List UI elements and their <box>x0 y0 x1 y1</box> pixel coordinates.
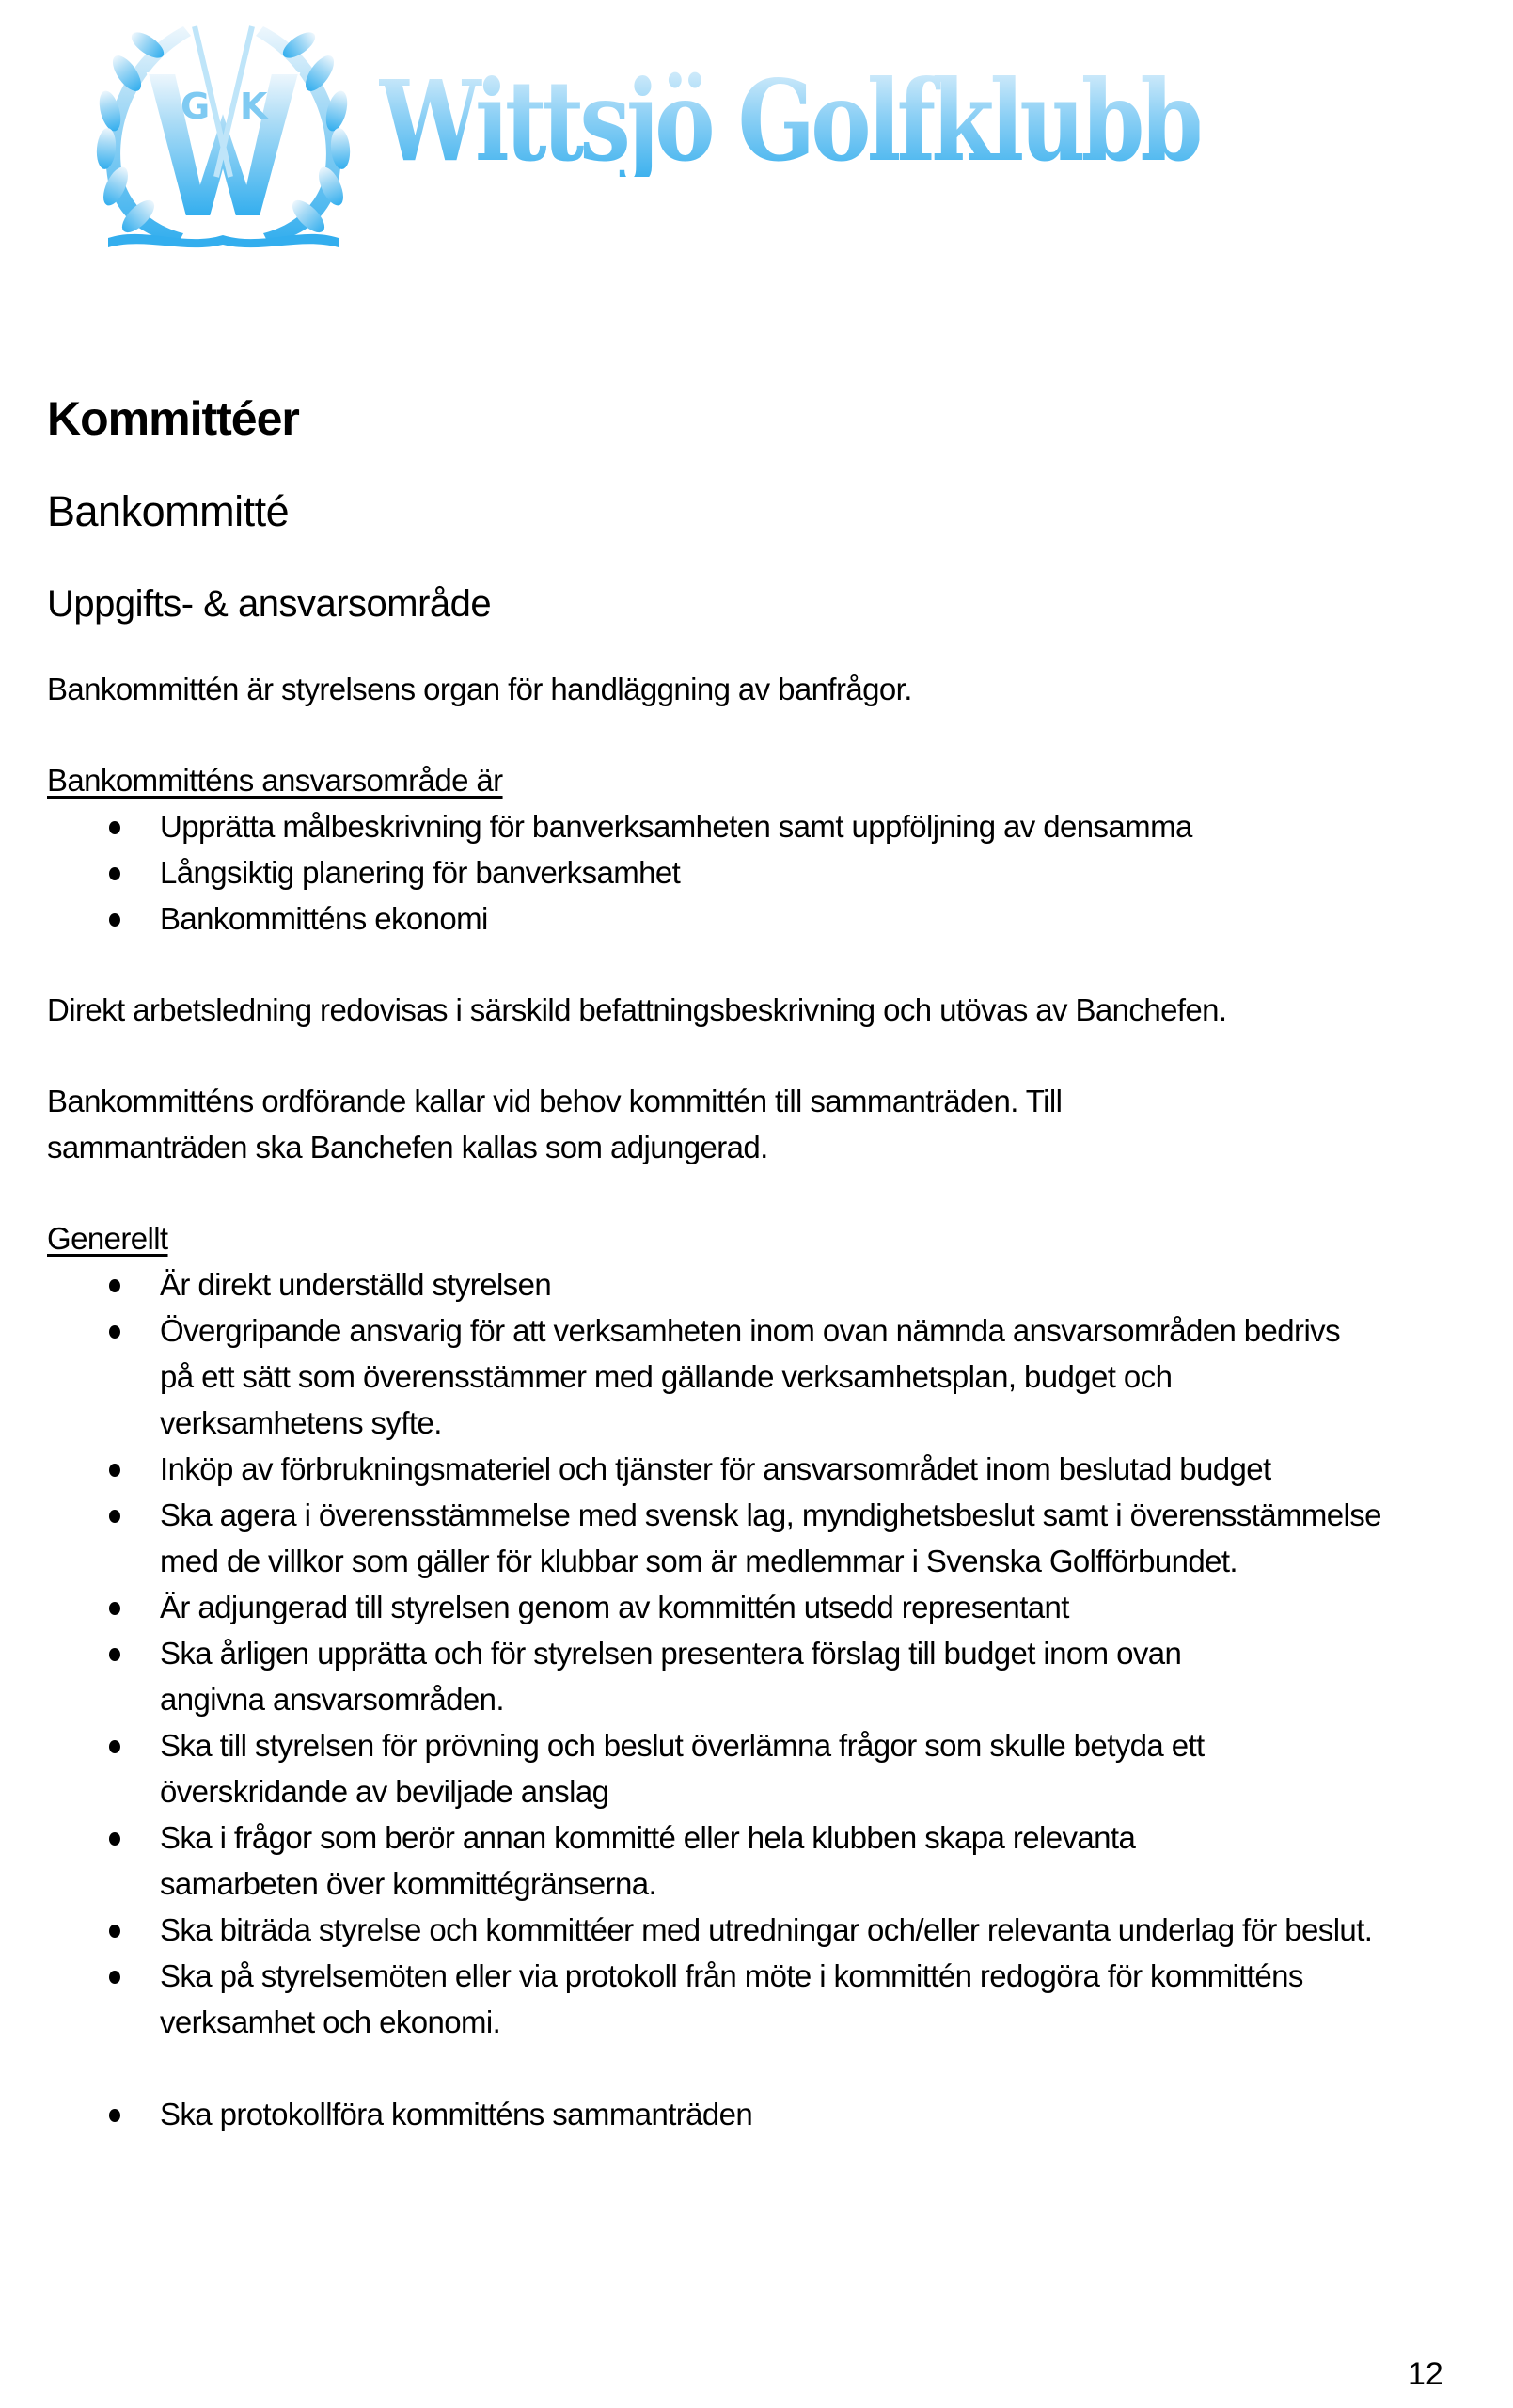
bullet-icon <box>109 1925 120 1938</box>
bullet-icon <box>109 1602 120 1615</box>
management-paragraph: Direkt arbetsledning redovisas i särskild befattningsbeskrivning och utövas av Banchefen. <box>47 992 1227 1027</box>
list-item: Ska årligen upprätta och för styrelsen presentera förslag till budget inom ovan angivna ansvarsområden. <box>47 1630 1401 1722</box>
bullet-icon <box>109 1279 120 1292</box>
bullet-icon <box>109 913 120 927</box>
list-item: Är direkt underställd styrelsen <box>47 1261 1401 1307</box>
list-item: Ska till styrelsen för prövning och beslut överlämna frågor som skulle betyda ett överskridande av beviljade anslag <box>47 1722 1401 1814</box>
meetings-paragraph-line-2: sammanträden ska Banchefen kallas som adjungerad. <box>47 1130 768 1164</box>
responsibilities-heading: Bankommitténs ansvarsområde är <box>47 763 503 798</box>
list-item: Långsiktig planering för banverksamhet <box>47 849 1458 895</box>
svg-text:G: G <box>181 86 211 127</box>
bullet-icon <box>109 1740 120 1753</box>
club-emblem-icon <box>89 8 357 254</box>
bullet-icon <box>109 1464 120 1477</box>
list-item: Bankommitténs ekonomi <box>47 895 1458 942</box>
document-body <box>47 386 1458 2137</box>
meetings-paragraph-line-1: Bankommitténs ordförande kallar vid behov kommittén till sammanträden. Till <box>47 1084 1063 1118</box>
general-heading: Generellt <box>47 1221 168 1256</box>
svg-text:K: K <box>240 86 268 127</box>
page-title: Kommittéer <box>47 392 299 445</box>
bullet-icon <box>109 1832 120 1846</box>
club-wordmark: Wittsjö Golfklubb <box>379 55 1200 186</box>
list-item: Ska agera i överensstämmelse med svensk lag, myndighetsbeslut samt i överensstämmelse med de villkor som gäller för klubbar som är medlemmar i Svenska Golfförbundet. <box>47 1492 1401 1584</box>
general-list <box>47 1261 1401 2137</box>
bullet-icon <box>109 867 120 880</box>
list-item: Upprätta målbeskrivning för banverksamheten samt uppföljning av densamma <box>47 803 1458 849</box>
list-item: Är adjungerad till styrelsen genom av kommittén utsedd representant <box>47 1584 1401 1630</box>
list-item: Ska protokollföra kommitténs sammanträden <box>47 2091 1401 2137</box>
responsibilities-list <box>47 803 1458 942</box>
bullet-icon <box>109 1971 120 1984</box>
club-logo <box>89 8 1200 254</box>
bullet-icon <box>109 2109 120 2122</box>
list-item: Övergripande ansvarig för att verksamheten inom ovan nämnda ansvarsområden bedrivs på ett sätt som överensstämmer med gällande verksamhetsplan, budget och verksamhetens syfte. <box>47 1307 1401 1446</box>
subsection-title: Uppgifts- & ansvarsområde <box>47 583 492 625</box>
bullet-icon <box>109 821 120 834</box>
list-item: Ska biträda styrelse och kommittéer med utredningar och/eller relevanta underlag för beslut. <box>47 1907 1401 1953</box>
bullet-icon <box>109 1648 120 1661</box>
bullet-icon <box>109 1510 120 1523</box>
list-item: Ska i frågor som berör annan kommitté eller hela klubben skapa relevanta samarbeten över kommittégränserna. <box>47 1814 1401 1907</box>
list-item: Ska på styrelsemöten eller via protokoll från möte i kommittén redogöra för kommitténs verksamhet och ekonomi. <box>47 1953 1401 2045</box>
bullet-icon <box>109 1325 120 1339</box>
list-item: Inköp av förbrukningsmateriel och tjänster för ansvarsområdet inom beslutad budget <box>47 1446 1401 1492</box>
section-title: Bankommitté <box>47 487 290 535</box>
page-number: 12 <box>1408 2356 1443 2392</box>
intro-paragraph: Bankommittén är styrelsens organ för handläggning av banfrågor. <box>47 672 912 706</box>
